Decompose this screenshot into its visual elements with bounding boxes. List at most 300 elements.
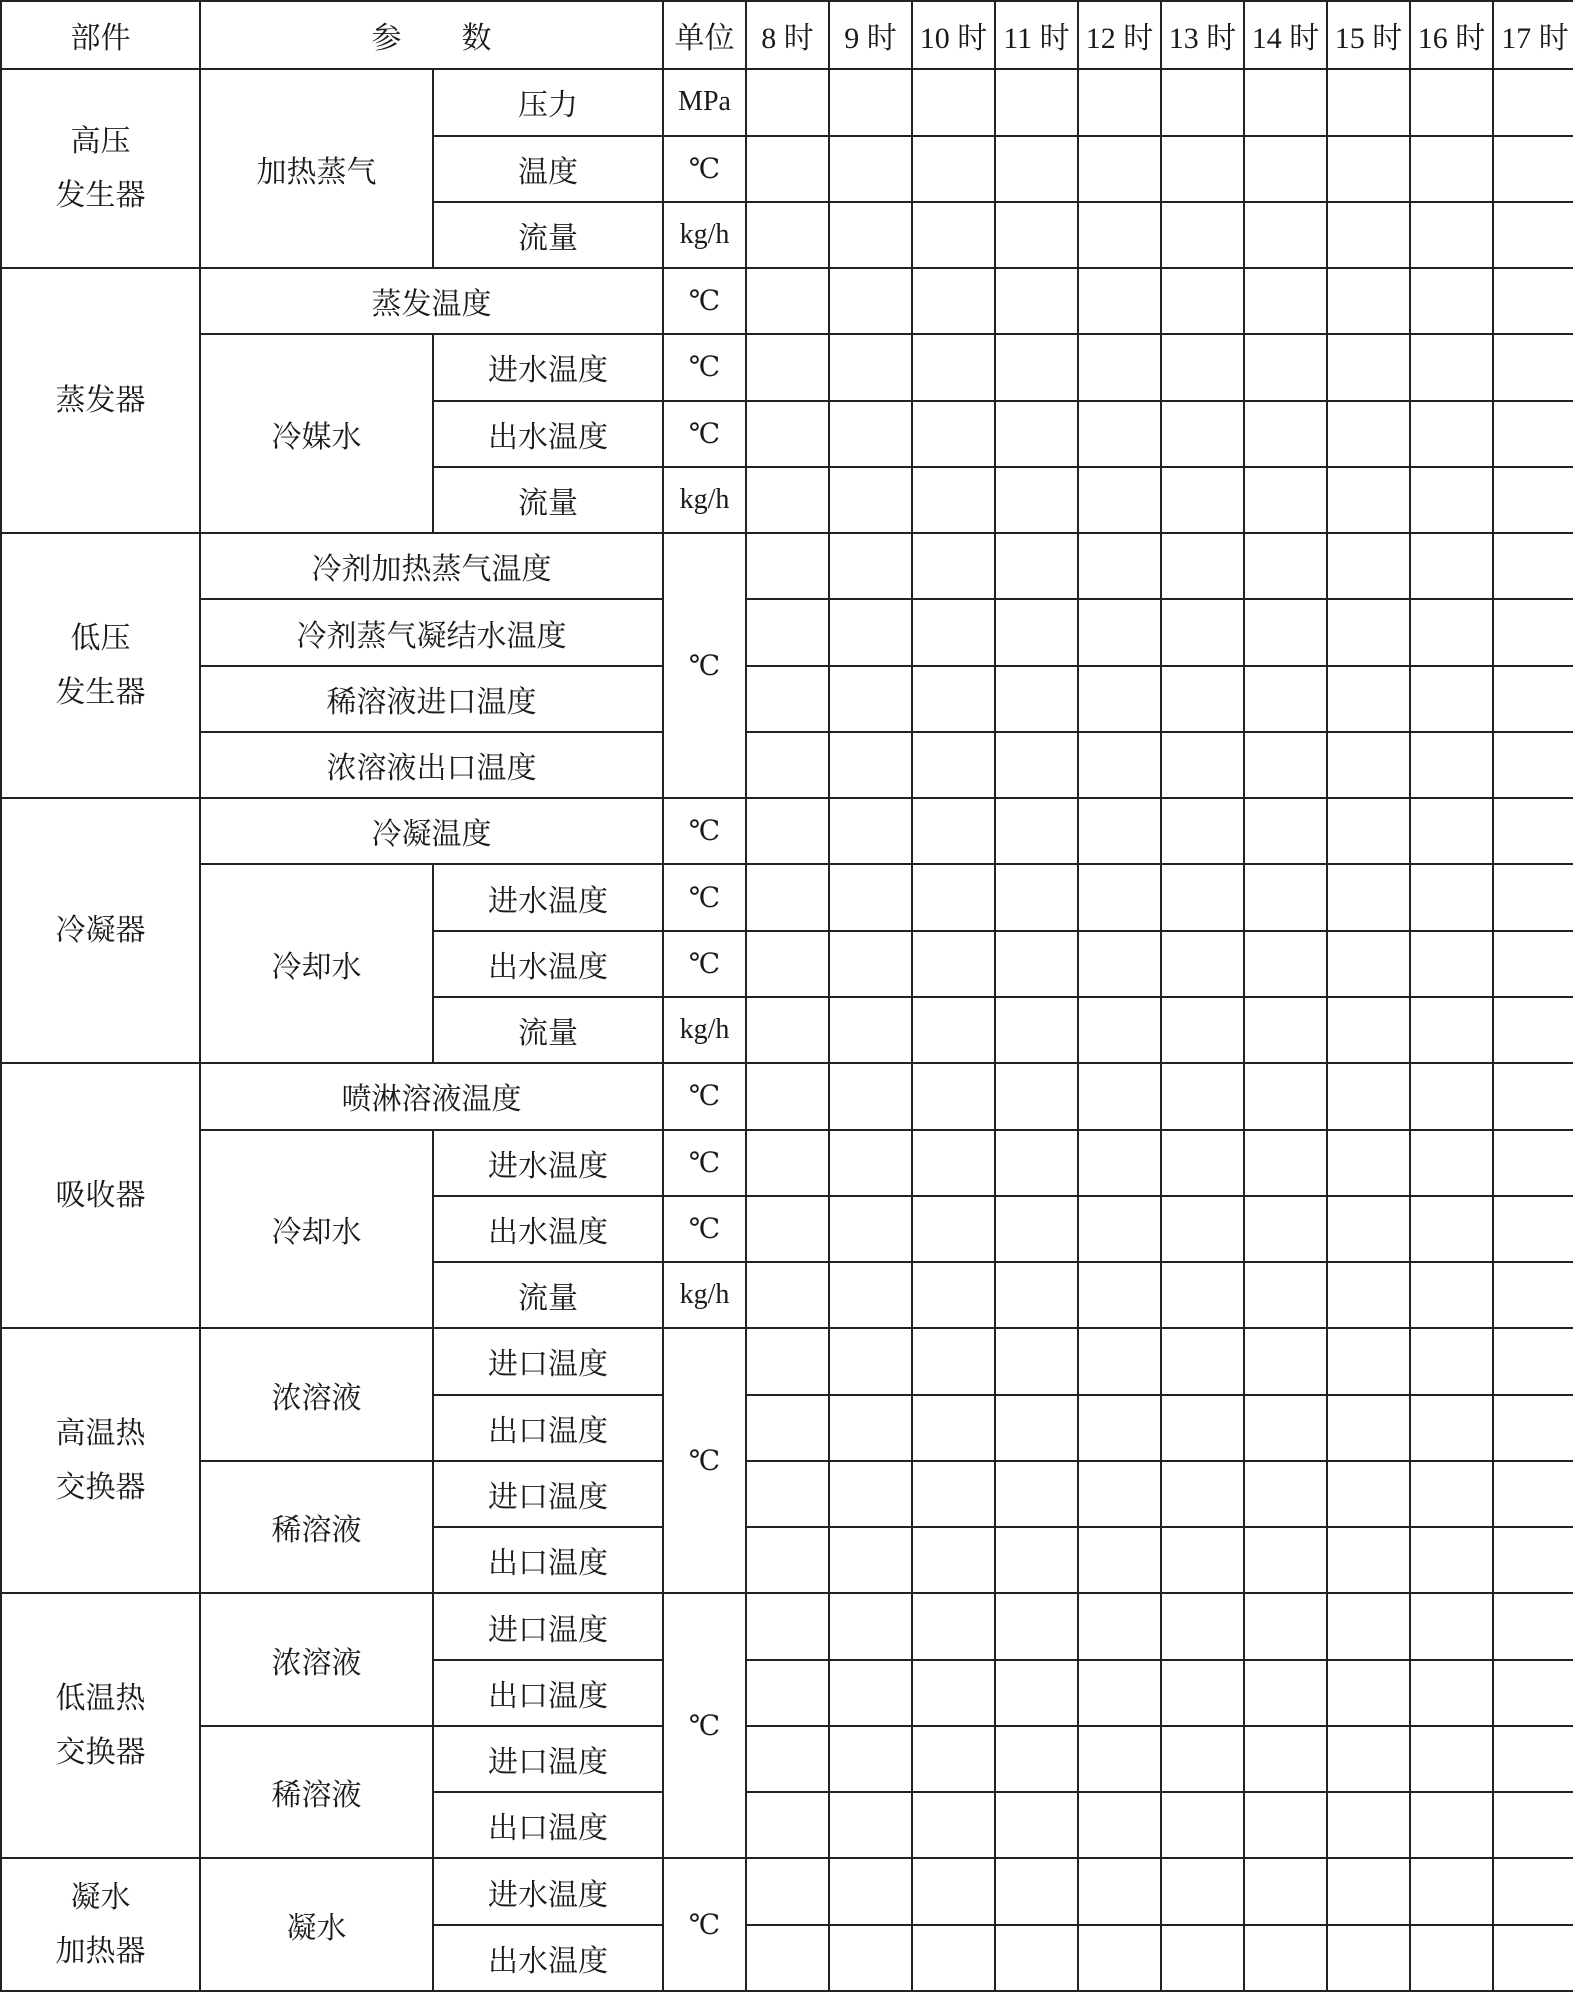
reading-cell[interactable]	[1244, 1660, 1327, 1726]
reading-cell[interactable]	[1410, 334, 1493, 400]
reading-cell[interactable]	[746, 1461, 829, 1527]
reading-cell[interactable]	[1161, 136, 1244, 202]
reading-cell[interactable]	[1078, 864, 1161, 930]
reading-cell[interactable]	[1244, 732, 1327, 798]
reading-cell[interactable]	[746, 732, 829, 798]
reading-cell[interactable]	[746, 931, 829, 997]
reading-cell[interactable]	[995, 268, 1078, 334]
reading-cell[interactable]	[746, 1660, 829, 1726]
reading-cell[interactable]	[912, 1726, 995, 1792]
reading-cell[interactable]	[1327, 1395, 1410, 1461]
reading-cell[interactable]	[1410, 732, 1493, 798]
reading-cell[interactable]	[1078, 1063, 1161, 1129]
reading-cell[interactable]	[1493, 268, 1573, 334]
reading-cell[interactable]	[1493, 1262, 1573, 1328]
reading-cell[interactable]	[1327, 931, 1410, 997]
reading-cell[interactable]	[1161, 997, 1244, 1063]
reading-cell[interactable]	[829, 1858, 912, 1924]
group-cell: 冷却水	[200, 864, 433, 1063]
reading-cell[interactable]	[1161, 1130, 1244, 1196]
reading-cell[interactable]	[829, 1196, 912, 1262]
reading-cell[interactable]	[1410, 1461, 1493, 1527]
reading-cell[interactable]	[746, 1925, 829, 1991]
reading-cell[interactable]	[1493, 1660, 1573, 1726]
reading-cell[interactable]	[746, 1593, 829, 1659]
reading-cell[interactable]	[746, 1395, 829, 1461]
reading-cell[interactable]	[1244, 1262, 1327, 1328]
reading-cell[interactable]	[912, 1063, 995, 1129]
reading-cell[interactable]	[1493, 202, 1573, 268]
reading-cell[interactable]	[746, 1196, 829, 1262]
reading-cell[interactable]	[1161, 533, 1244, 599]
reading-cell[interactable]	[995, 1527, 1078, 1593]
reading-cell[interactable]	[912, 1130, 995, 1196]
group-cell: 冷媒水	[200, 334, 433, 533]
reading-cell[interactable]	[912, 666, 995, 732]
reading-cell[interactable]	[1078, 69, 1161, 135]
reading-cell[interactable]	[995, 1858, 1078, 1924]
reading-cell[interactable]	[1078, 401, 1161, 467]
reading-cell[interactable]	[829, 666, 912, 732]
reading-cell[interactable]	[746, 1792, 829, 1858]
reading-cell[interactable]	[829, 1395, 912, 1461]
reading-cell[interactable]	[912, 334, 995, 400]
reading-cell[interactable]	[1244, 599, 1327, 665]
reading-cell[interactable]	[995, 136, 1078, 202]
reading-cell[interactable]	[1493, 136, 1573, 202]
reading-cell[interactable]	[1244, 1328, 1327, 1394]
reading-cell[interactable]	[1493, 1858, 1573, 1924]
table-row	[1, 1461, 1573, 1527]
reading-cell[interactable]	[1493, 533, 1573, 599]
reading-cell[interactable]	[829, 997, 912, 1063]
reading-cell[interactable]	[1327, 1925, 1410, 1991]
header-hour: 13 时	[1161, 1, 1244, 69]
reading-cell[interactable]	[1244, 1792, 1327, 1858]
reading-cell[interactable]	[1078, 1925, 1161, 1991]
reading-cell[interactable]	[1493, 1925, 1573, 1991]
reading-cell[interactable]	[1161, 1461, 1244, 1527]
reading-cell[interactable]	[1327, 136, 1410, 202]
reading-cell[interactable]	[829, 732, 912, 798]
reading-cell[interactable]	[1493, 997, 1573, 1063]
group-cell: 浓溶液	[200, 1328, 433, 1461]
param-cell: 出水温度	[433, 401, 663, 467]
reading-cell[interactable]	[829, 1726, 912, 1792]
reading-cell[interactable]	[1078, 1858, 1161, 1924]
reading-cell[interactable]	[1410, 997, 1493, 1063]
reading-cell[interactable]	[829, 864, 912, 930]
reading-cell[interactable]	[1327, 334, 1410, 400]
reading-cell[interactable]	[1410, 666, 1493, 732]
reading-cell[interactable]	[1161, 401, 1244, 467]
reading-cell[interactable]	[1078, 1726, 1161, 1792]
reading-cell[interactable]	[1410, 1328, 1493, 1394]
reading-cell[interactable]	[746, 599, 829, 665]
reading-cell[interactable]	[912, 1328, 995, 1394]
reading-cell[interactable]	[912, 1660, 995, 1726]
reading-cell[interactable]	[1244, 1593, 1327, 1659]
reading-cell[interactable]	[1244, 1196, 1327, 1262]
reading-cell[interactable]	[1161, 1925, 1244, 1991]
reading-cell[interactable]	[829, 1660, 912, 1726]
reading-cell[interactable]	[1410, 401, 1493, 467]
reading-cell[interactable]	[1078, 1461, 1161, 1527]
reading-cell[interactable]	[1410, 1196, 1493, 1262]
reading-cell[interactable]	[829, 1925, 912, 1991]
reading-cell[interactable]	[912, 401, 995, 467]
reading-cell[interactable]	[1327, 997, 1410, 1063]
reading-cell[interactable]	[1078, 1527, 1161, 1593]
reading-cell[interactable]	[1161, 334, 1244, 400]
reading-cell[interactable]	[1410, 202, 1493, 268]
reading-cell[interactable]	[1493, 599, 1573, 665]
reading-cell[interactable]	[1410, 931, 1493, 997]
reading-cell[interactable]	[1161, 1196, 1244, 1262]
param-cell: 进水温度	[433, 864, 663, 930]
reading-cell[interactable]	[746, 268, 829, 334]
reading-cell[interactable]	[1493, 401, 1573, 467]
reading-cell[interactable]	[1161, 931, 1244, 997]
reading-cell[interactable]	[1410, 69, 1493, 135]
reading-cell[interactable]	[1161, 732, 1244, 798]
reading-cell[interactable]	[746, 798, 829, 864]
reading-cell[interactable]	[829, 136, 912, 202]
reading-cell[interactable]	[1161, 1328, 1244, 1394]
reading-cell[interactable]	[1493, 1593, 1573, 1659]
reading-cell[interactable]	[1327, 1726, 1410, 1792]
reading-cell[interactable]	[746, 467, 829, 533]
reading-cell[interactable]	[1410, 1130, 1493, 1196]
reading-cell[interactable]	[1493, 1130, 1573, 1196]
reading-cell[interactable]	[1244, 798, 1327, 864]
reading-cell[interactable]	[1327, 1792, 1410, 1858]
reading-cell[interactable]	[1410, 1395, 1493, 1461]
reading-cell[interactable]	[912, 268, 995, 334]
reading-cell[interactable]	[1493, 467, 1573, 533]
reading-cell[interactable]	[1410, 1593, 1493, 1659]
reading-cell[interactable]	[1493, 798, 1573, 864]
reading-cell[interactable]	[1244, 864, 1327, 930]
reading-cell[interactable]	[1244, 997, 1327, 1063]
reading-cell[interactable]	[1078, 997, 1161, 1063]
reading-cell[interactable]	[746, 1858, 829, 1924]
reading-cell[interactable]	[1327, 666, 1410, 732]
reading-cell[interactable]	[995, 1262, 1078, 1328]
reading-cell[interactable]	[1244, 1063, 1327, 1129]
reading-cell[interactable]	[995, 798, 1078, 864]
reading-cell[interactable]	[1327, 1858, 1410, 1924]
reading-cell[interactable]	[995, 334, 1078, 400]
reading-cell[interactable]	[1244, 1858, 1327, 1924]
reading-cell[interactable]	[1078, 1395, 1161, 1461]
reading-cell[interactable]	[1327, 732, 1410, 798]
reading-cell[interactable]	[746, 1063, 829, 1129]
reading-cell[interactable]	[1244, 666, 1327, 732]
reading-cell[interactable]	[829, 1527, 912, 1593]
reading-cell[interactable]	[746, 1527, 829, 1593]
reading-cell[interactable]	[1410, 1527, 1493, 1593]
reading-cell[interactable]	[912, 1792, 995, 1858]
reading-cell[interactable]	[829, 1063, 912, 1129]
reading-cell[interactable]	[1161, 268, 1244, 334]
reading-cell[interactable]	[912, 467, 995, 533]
reading-cell[interactable]	[829, 1792, 912, 1858]
reading-cell[interactable]	[1410, 533, 1493, 599]
reading-cell[interactable]	[1078, 1196, 1161, 1262]
reading-cell[interactable]	[995, 1726, 1078, 1792]
reading-cell[interactable]	[1244, 1461, 1327, 1527]
reading-cell[interactable]	[1244, 1527, 1327, 1593]
reading-cell[interactable]	[1410, 1660, 1493, 1726]
reading-cell[interactable]	[1493, 1527, 1573, 1593]
reading-cell[interactable]	[1493, 69, 1573, 135]
reading-cell[interactable]	[1327, 1328, 1410, 1394]
reading-cell[interactable]	[1244, 1726, 1327, 1792]
reading-cell[interactable]	[1078, 1130, 1161, 1196]
reading-cell[interactable]	[829, 1593, 912, 1659]
reading-cell[interactable]	[746, 202, 829, 268]
reading-cell[interactable]	[1161, 1726, 1244, 1792]
reading-cell[interactable]	[995, 467, 1078, 533]
reading-cell[interactable]	[912, 798, 995, 864]
reading-cell[interactable]	[1410, 1792, 1493, 1858]
reading-cell[interactable]	[1327, 1593, 1410, 1659]
reading-cell[interactable]	[1078, 334, 1161, 400]
reading-cell[interactable]	[1327, 69, 1410, 135]
reading-cell[interactable]	[746, 666, 829, 732]
reading-cell[interactable]	[1410, 467, 1493, 533]
reading-cell[interactable]	[1078, 136, 1161, 202]
reading-cell[interactable]	[995, 69, 1078, 135]
reading-cell[interactable]	[1493, 666, 1573, 732]
reading-cell[interactable]	[1161, 666, 1244, 732]
reading-cell[interactable]	[1327, 1527, 1410, 1593]
reading-cell[interactable]	[1327, 533, 1410, 599]
reading-cell[interactable]	[1244, 202, 1327, 268]
reading-cell[interactable]	[1078, 1328, 1161, 1394]
reading-cell[interactable]	[1078, 202, 1161, 268]
reading-cell[interactable]	[1493, 1196, 1573, 1262]
reading-cell[interactable]	[1078, 1262, 1161, 1328]
reading-cell[interactable]	[1078, 467, 1161, 533]
reading-cell[interactable]	[995, 1395, 1078, 1461]
reading-cell[interactable]	[995, 1328, 1078, 1394]
reading-cell[interactable]	[829, 401, 912, 467]
reading-cell[interactable]	[1244, 69, 1327, 135]
reading-cell[interactable]	[912, 202, 995, 268]
reading-cell[interactable]	[829, 268, 912, 334]
reading-cell[interactable]	[746, 997, 829, 1063]
reading-cell[interactable]	[1161, 599, 1244, 665]
reading-cell[interactable]	[1244, 1395, 1327, 1461]
reading-cell[interactable]	[1078, 1792, 1161, 1858]
reading-cell[interactable]	[912, 1461, 995, 1527]
reading-cell[interactable]	[912, 599, 995, 665]
reading-cell[interactable]	[829, 202, 912, 268]
reading-cell[interactable]	[829, 69, 912, 135]
reading-cell[interactable]	[1244, 1925, 1327, 1991]
reading-cell[interactable]	[1493, 931, 1573, 997]
reading-cell[interactable]	[1244, 1130, 1327, 1196]
reading-cell[interactable]	[1161, 1858, 1244, 1924]
reading-cell[interactable]	[1493, 1792, 1573, 1858]
reading-cell[interactable]	[1493, 1461, 1573, 1527]
reading-cell[interactable]	[829, 1461, 912, 1527]
reading-cell[interactable]	[995, 202, 1078, 268]
reading-cell[interactable]	[1410, 1858, 1493, 1924]
reading-cell[interactable]	[746, 401, 829, 467]
reading-cell[interactable]	[1161, 467, 1244, 533]
reading-cell[interactable]	[995, 732, 1078, 798]
reading-cell[interactable]	[995, 864, 1078, 930]
reading-cell[interactable]	[1161, 69, 1244, 135]
reading-cell[interactable]	[912, 1593, 995, 1659]
reading-cell[interactable]	[1327, 268, 1410, 334]
reading-cell[interactable]	[1161, 1593, 1244, 1659]
unit-cell: kg/h	[663, 467, 746, 533]
reading-cell[interactable]	[1327, 1461, 1410, 1527]
reading-cell[interactable]	[912, 1262, 995, 1328]
reading-cell[interactable]	[995, 666, 1078, 732]
reading-cell[interactable]	[912, 1527, 995, 1593]
reading-cell[interactable]	[912, 1858, 995, 1924]
reading-cell[interactable]	[1493, 334, 1573, 400]
reading-cell[interactable]	[1493, 732, 1573, 798]
reading-cell[interactable]	[1327, 798, 1410, 864]
reading-cell[interactable]	[829, 931, 912, 997]
reading-cell[interactable]	[995, 1593, 1078, 1659]
reading-cell[interactable]	[995, 401, 1078, 467]
reading-cell[interactable]	[1161, 1527, 1244, 1593]
reading-cell[interactable]	[1493, 1328, 1573, 1394]
reading-cell[interactable]	[1244, 401, 1327, 467]
reading-cell[interactable]	[995, 1130, 1078, 1196]
reading-cell[interactable]	[995, 1792, 1078, 1858]
reading-cell[interactable]	[1410, 1262, 1493, 1328]
reading-cell[interactable]	[746, 136, 829, 202]
reading-cell[interactable]	[1078, 666, 1161, 732]
reading-cell[interactable]	[1078, 1593, 1161, 1659]
reading-cell[interactable]	[1078, 599, 1161, 665]
reading-cell[interactable]	[912, 136, 995, 202]
reading-cell[interactable]	[1244, 533, 1327, 599]
reading-cell[interactable]	[995, 1196, 1078, 1262]
reading-cell[interactable]	[746, 334, 829, 400]
table-row	[1, 864, 1573, 930]
reading-cell[interactable]	[912, 1196, 995, 1262]
reading-cell[interactable]	[1410, 1726, 1493, 1792]
reading-cell[interactable]	[912, 997, 995, 1063]
reading-cell[interactable]	[995, 1925, 1078, 1991]
reading-cell[interactable]	[1078, 268, 1161, 334]
reading-cell[interactable]	[746, 1726, 829, 1792]
reading-cell[interactable]	[1161, 1660, 1244, 1726]
reading-cell[interactable]	[1244, 268, 1327, 334]
reading-cell[interactable]	[995, 997, 1078, 1063]
reading-cell[interactable]	[995, 533, 1078, 599]
reading-cell[interactable]	[1161, 798, 1244, 864]
reading-cell[interactable]	[1327, 1262, 1410, 1328]
reading-cell[interactable]	[1161, 864, 1244, 930]
reading-cell[interactable]	[829, 467, 912, 533]
reading-cell[interactable]	[1244, 136, 1327, 202]
reading-cell[interactable]	[1410, 1063, 1493, 1129]
reading-cell[interactable]	[829, 599, 912, 665]
reading-cell[interactable]	[829, 1328, 912, 1394]
reading-cell[interactable]	[1493, 1063, 1573, 1129]
reading-cell[interactable]	[1078, 1660, 1161, 1726]
reading-cell[interactable]	[1410, 268, 1493, 334]
reading-cell[interactable]	[1327, 1063, 1410, 1129]
reading-cell[interactable]	[746, 864, 829, 930]
reading-cell[interactable]	[1244, 467, 1327, 533]
reading-cell[interactable]	[1244, 334, 1327, 400]
reading-cell[interactable]	[829, 1262, 912, 1328]
reading-cell[interactable]	[912, 732, 995, 798]
reading-cell[interactable]	[1410, 1925, 1493, 1991]
reading-cell[interactable]	[746, 533, 829, 599]
reading-cell[interactable]	[1161, 1262, 1244, 1328]
reading-cell[interactable]	[912, 69, 995, 135]
reading-cell[interactable]	[1161, 1063, 1244, 1129]
reading-cell[interactable]	[1161, 202, 1244, 268]
reading-cell[interactable]	[995, 1063, 1078, 1129]
reading-cell[interactable]	[995, 599, 1078, 665]
reading-cell[interactable]	[746, 69, 829, 135]
reading-cell[interactable]	[1327, 1660, 1410, 1726]
reading-cell[interactable]	[746, 1328, 829, 1394]
reading-cell[interactable]	[912, 864, 995, 930]
reading-cell[interactable]	[1161, 1792, 1244, 1858]
reading-cell[interactable]	[1410, 599, 1493, 665]
reading-cell[interactable]	[1410, 798, 1493, 864]
reading-cell[interactable]	[1410, 136, 1493, 202]
reading-cell[interactable]	[1327, 467, 1410, 533]
reading-cell[interactable]	[1410, 864, 1493, 930]
reading-cell[interactable]	[829, 334, 912, 400]
reading-cell[interactable]	[829, 1130, 912, 1196]
reading-cell[interactable]	[1327, 401, 1410, 467]
reading-cell[interactable]	[912, 931, 995, 997]
table-row	[1, 1726, 1573, 1792]
reading-cell[interactable]	[1078, 931, 1161, 997]
reading-cell[interactable]	[1493, 864, 1573, 930]
reading-cell[interactable]	[1078, 732, 1161, 798]
reading-cell[interactable]	[746, 1130, 829, 1196]
reading-cell[interactable]	[1493, 1726, 1573, 1792]
reading-cell[interactable]	[1161, 1395, 1244, 1461]
reading-cell[interactable]	[1078, 533, 1161, 599]
reading-cell[interactable]	[1327, 202, 1410, 268]
reading-cell[interactable]	[746, 1262, 829, 1328]
reading-cell[interactable]	[1327, 864, 1410, 930]
reading-cell[interactable]	[1327, 1130, 1410, 1196]
reading-cell[interactable]	[995, 1461, 1078, 1527]
reading-cell[interactable]	[912, 1925, 995, 1991]
reading-cell[interactable]	[995, 931, 1078, 997]
reading-cell[interactable]	[829, 798, 912, 864]
reading-cell[interactable]	[1244, 931, 1327, 997]
reading-cell[interactable]	[829, 533, 912, 599]
reading-cell[interactable]	[912, 1395, 995, 1461]
reading-cell[interactable]	[1327, 599, 1410, 665]
reading-cell[interactable]	[1493, 1395, 1573, 1461]
reading-cell[interactable]	[1078, 798, 1161, 864]
reading-cell[interactable]	[1327, 1196, 1410, 1262]
reading-cell[interactable]	[995, 1660, 1078, 1726]
reading-cell[interactable]	[912, 533, 995, 599]
